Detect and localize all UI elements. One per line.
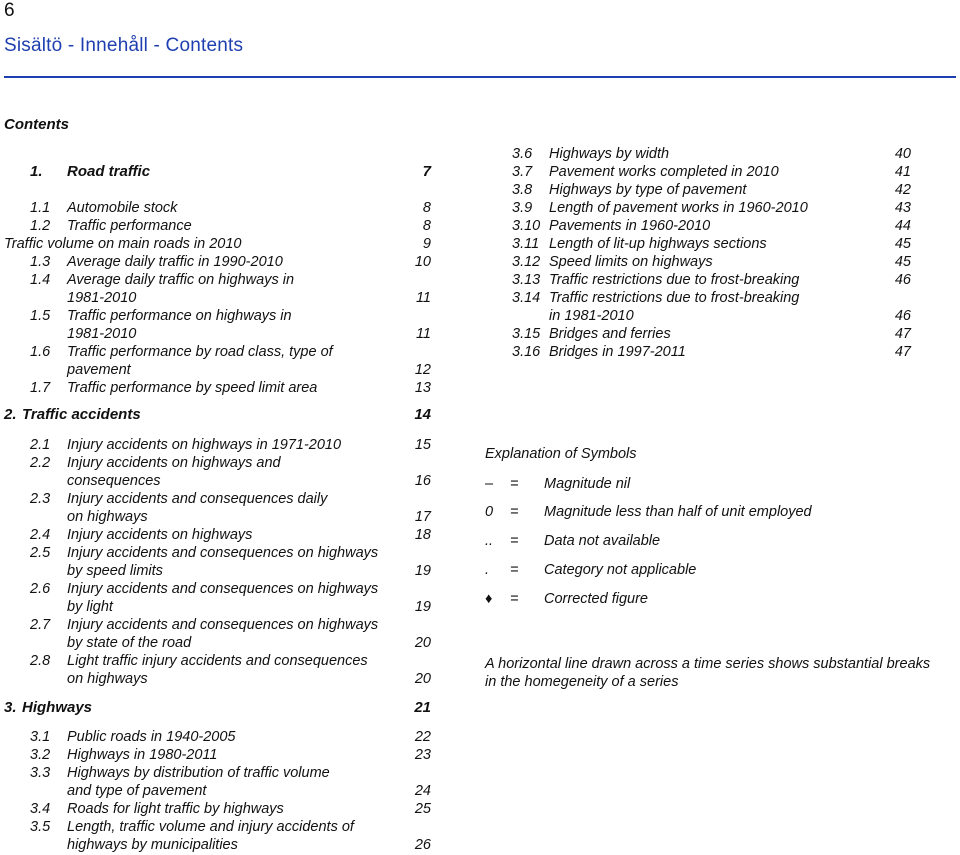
- toc-page-number: 44: [894, 218, 911, 234]
- symbol-description: Data not available: [544, 533, 661, 549]
- symbol-glyph: .: [485, 562, 490, 578]
- toc-page-number: 42: [894, 182, 911, 198]
- toc-number: 3.9: [512, 200, 533, 216]
- toc-number: 3.: [4, 699, 17, 716]
- toc-title: Bridges in 1997-2011: [549, 344, 686, 360]
- toc-entry: [4, 782, 431, 800]
- toc-page-number: 13: [414, 380, 431, 396]
- toc-title: Highways by width: [549, 146, 670, 162]
- toc-title: Average daily traffic on highways in: [67, 272, 295, 288]
- symbol-equals: =: [510, 533, 519, 549]
- toc-entry: [512, 325, 911, 343]
- toc-entry: [4, 616, 431, 634]
- toc-page-number: 15: [414, 437, 431, 453]
- toc-number: 1.3: [30, 254, 51, 270]
- page-number: 6: [4, 0, 15, 21]
- toc-entry: [4, 508, 431, 526]
- toc-number: 3.12: [512, 254, 541, 270]
- toc-title: Roads for light traffic by highways: [67, 801, 284, 817]
- toc-entry: [4, 836, 431, 854]
- toc-number: 3.7: [512, 164, 533, 180]
- toc-entry: [4, 436, 431, 454]
- toc-title: Highways by type of pavement: [549, 182, 747, 198]
- toc-number: 2.: [4, 406, 17, 423]
- toc-title: Average daily traffic in 1990-2010: [67, 254, 283, 270]
- toc-entry: [4, 361, 431, 379]
- symbol-equals: =: [510, 504, 519, 520]
- toc-number: 1.7: [30, 380, 51, 396]
- toc-page-number: 21: [414, 699, 431, 716]
- toc-number: 1.: [30, 163, 43, 180]
- toc-page-number: 20: [414, 671, 431, 687]
- toc-page-number: 19: [414, 599, 431, 615]
- toc-entry: [4, 343, 431, 361]
- toc-number: 2.6: [30, 581, 51, 597]
- toc-title: Traffic performance by speed limit area: [67, 380, 318, 396]
- toc-number: 3.4: [30, 801, 51, 817]
- symbol-description: Category not applicable: [544, 562, 697, 578]
- toc-title: Length, traffic volume and injury accidents of: [67, 819, 354, 835]
- symbol-description: Magnitude less than half of unit employed: [544, 504, 812, 520]
- toc-number: 3.5: [30, 819, 51, 835]
- toc-title: and type of pavement: [67, 783, 207, 799]
- toc-page-number: 23: [414, 747, 431, 763]
- toc-page-number: 11: [415, 290, 431, 306]
- toc-page-number: 17: [414, 509, 431, 525]
- toc-number: 2.5: [30, 545, 51, 561]
- toc-title: Traffic performance by road class, type of: [67, 344, 333, 360]
- toc-entry: [4, 271, 431, 289]
- toc-entry: [4, 379, 431, 397]
- toc-page-number: 10: [414, 254, 431, 270]
- toc-entry: [512, 235, 911, 253]
- toc-page-number: 24: [414, 783, 431, 799]
- toc-entry: [512, 145, 911, 163]
- toc-page-number: 8: [422, 200, 431, 216]
- toc-entry: [4, 235, 431, 253]
- toc-entry: [512, 253, 911, 271]
- toc-entry: [4, 746, 431, 764]
- toc-entry: [512, 289, 911, 307]
- toc-page-number: 26: [414, 837, 431, 853]
- toc-title: Injury accidents and consequences on highways: [67, 581, 379, 597]
- toc-entry: [4, 217, 431, 235]
- toc-entry: [4, 472, 431, 490]
- toc-number: 2.3: [30, 491, 51, 507]
- toc-title: by state of the road: [67, 635, 192, 651]
- toc-entry: [512, 217, 911, 235]
- toc-title: Traffic volume on main roads in 2010: [4, 236, 242, 252]
- title-rule: [4, 76, 956, 78]
- toc-entry: [4, 454, 431, 472]
- toc-number: 1.2: [30, 218, 51, 234]
- toc-title: Highways in 1980-2011: [67, 747, 218, 763]
- toc-title: Injury accidents on highways: [67, 527, 253, 543]
- symbol-glyph: –: [485, 476, 494, 492]
- toc-number: 2.4: [30, 527, 51, 543]
- toc-entry: [4, 199, 431, 217]
- page-title: Sisältö - Innehåll - Contents: [4, 35, 244, 56]
- symbol-row: [485, 561, 945, 579]
- toc-section: [4, 699, 431, 717]
- symbol-row: [485, 590, 945, 608]
- toc-number: 3.15: [512, 326, 541, 342]
- toc-title: Injury accidents on highways in 1971-2010: [67, 437, 342, 453]
- toc-number: 1.5: [30, 308, 51, 324]
- toc-entry: [4, 728, 431, 746]
- toc-page-number: 46: [894, 272, 911, 288]
- symbol-equals: =: [510, 562, 519, 578]
- toc-number: 3.14: [512, 290, 541, 306]
- toc-number: 3.8: [512, 182, 533, 198]
- toc-entry: [512, 307, 911, 325]
- toc-title: Injury accidents and consequences on highways: [67, 545, 379, 561]
- toc-number: 2.8: [30, 653, 51, 669]
- toc-page-number: 18: [414, 527, 431, 543]
- symbols-note: A horizontal line drawn across a time series shows substantial breaks in the homegeneity of a series: [485, 656, 931, 690]
- toc-title: Traffic accidents: [22, 406, 141, 423]
- toc-number: 3.6: [512, 146, 533, 162]
- toc-entry: [4, 490, 431, 508]
- toc-page-number: 20: [414, 635, 431, 651]
- toc-title: 1981-2010: [67, 290, 137, 306]
- toc-title: Public roads in 1940-2005: [67, 729, 236, 745]
- toc-entry: [4, 580, 431, 598]
- symbol-equals: =: [510, 591, 519, 607]
- symbol-row: [485, 475, 945, 493]
- toc-number: 2.2: [30, 455, 51, 471]
- toc-page-number: 22: [414, 729, 431, 745]
- toc-title: Highways by distribution of traffic volume: [67, 765, 330, 781]
- toc-page-number: 9: [422, 236, 431, 252]
- toc-entry: [4, 652, 431, 670]
- toc-entry: [4, 544, 431, 562]
- symbols-heading: Explanation of Symbols: [485, 446, 637, 462]
- symbol-glyph: ♦: [485, 591, 493, 607]
- contents-label: Contents: [4, 116, 69, 133]
- toc-title: Traffic restrictions due to frost-breaking: [549, 272, 800, 288]
- toc-page-number: 16: [414, 473, 431, 489]
- toc-number: 2.7: [30, 617, 51, 633]
- toc-entry: [4, 307, 431, 325]
- toc-title: Bridges and ferries: [549, 326, 671, 342]
- toc-title: Speed limits on highways: [549, 254, 713, 270]
- toc-page-number: 40: [894, 146, 911, 162]
- symbol-equals: =: [510, 476, 519, 492]
- toc-entry: [512, 199, 911, 217]
- toc-number: 2.1: [30, 437, 51, 453]
- toc-title: Automobile stock: [67, 200, 178, 216]
- toc-number: 3.2: [30, 747, 51, 763]
- toc-entry: [4, 634, 431, 652]
- toc-entry: [4, 598, 431, 616]
- toc-entry: [4, 325, 431, 343]
- toc-title: Pavements in 1960-2010: [549, 218, 711, 234]
- toc-title: pavement: [67, 362, 131, 378]
- toc-title: highways by municipalities: [67, 837, 238, 853]
- toc-page-number: 14: [414, 406, 431, 423]
- toc-page-number: 8: [422, 218, 431, 234]
- toc-entry: [4, 818, 431, 836]
- toc-page-number: 46: [894, 308, 911, 324]
- toc-number: 3.16: [512, 344, 541, 360]
- toc-entry: [512, 163, 911, 181]
- toc-page-number: 19: [414, 563, 431, 579]
- toc-title: Length of pavement works in 1960-2010: [549, 200, 808, 216]
- toc-page-number: 25: [414, 801, 431, 817]
- toc-title: Traffic performance: [67, 218, 192, 234]
- toc-number: 3.3: [30, 765, 51, 781]
- toc-page-number: 12: [414, 362, 431, 378]
- symbol-glyph: 0: [485, 504, 494, 520]
- toc-entry: [4, 562, 431, 580]
- toc-title: on highways: [67, 509, 148, 525]
- toc-page-number: 7: [422, 163, 431, 180]
- toc-entry: [4, 526, 431, 544]
- toc-section: [4, 406, 431, 424]
- toc-entry: [512, 343, 911, 361]
- toc-title: Injury accidents on highways and: [67, 455, 281, 471]
- toc-page-number: 45: [894, 236, 911, 252]
- toc-title: by light: [67, 599, 113, 615]
- symbol-glyph: ..: [485, 533, 494, 549]
- toc-title: Road traffic: [67, 163, 151, 180]
- toc-number: 3.13: [512, 272, 541, 288]
- toc-title: Pavement works completed in 2010: [549, 164, 779, 180]
- toc-page-number: 47: [894, 326, 911, 342]
- toc-entry: [4, 289, 431, 307]
- toc-number: 3.10: [512, 218, 541, 234]
- toc-title: Injury accidents and consequences daily: [67, 491, 328, 507]
- toc-number: 3.1: [30, 729, 51, 745]
- symbol-description: Corrected figure: [544, 591, 648, 607]
- symbol-row: [485, 532, 945, 550]
- toc-title: Highways: [22, 699, 93, 716]
- toc-entry: [4, 253, 431, 271]
- toc-entry: [4, 670, 431, 688]
- toc-page-number: 41: [894, 164, 911, 180]
- toc-section: [4, 163, 431, 181]
- toc-title: Length of lit-up highways sections: [549, 236, 767, 252]
- toc-title: Light traffic injury accidents and consequences: [67, 653, 368, 669]
- toc-page-number: 11: [415, 326, 431, 342]
- toc-entry: [512, 271, 911, 289]
- toc-title: in 1981-2010: [549, 308, 634, 324]
- toc-page-number: 45: [894, 254, 911, 270]
- toc-page-number: 47: [894, 344, 911, 360]
- toc-title: consequences: [67, 473, 161, 489]
- symbol-description: Magnitude nil: [544, 476, 631, 492]
- toc-entry: [4, 800, 431, 818]
- toc-number: 3.11: [512, 236, 540, 252]
- symbol-row: [485, 503, 945, 521]
- toc-title: on highways: [67, 671, 148, 687]
- toc-title: Traffic restrictions due to frost-breaking: [549, 290, 800, 306]
- toc-number: 1.6: [30, 344, 51, 360]
- toc-number: 1.1: [30, 200, 51, 216]
- toc-entry: [4, 764, 431, 782]
- toc-title: Traffic performance on highways in: [67, 308, 292, 324]
- toc-entry: [512, 181, 911, 199]
- toc-title: Injury accidents and consequences on highways: [67, 617, 379, 633]
- toc-title: 1981-2010: [67, 326, 137, 342]
- toc-page-number: 43: [894, 200, 911, 216]
- toc-number: 1.4: [30, 272, 51, 288]
- toc-title: by speed limits: [67, 563, 163, 579]
